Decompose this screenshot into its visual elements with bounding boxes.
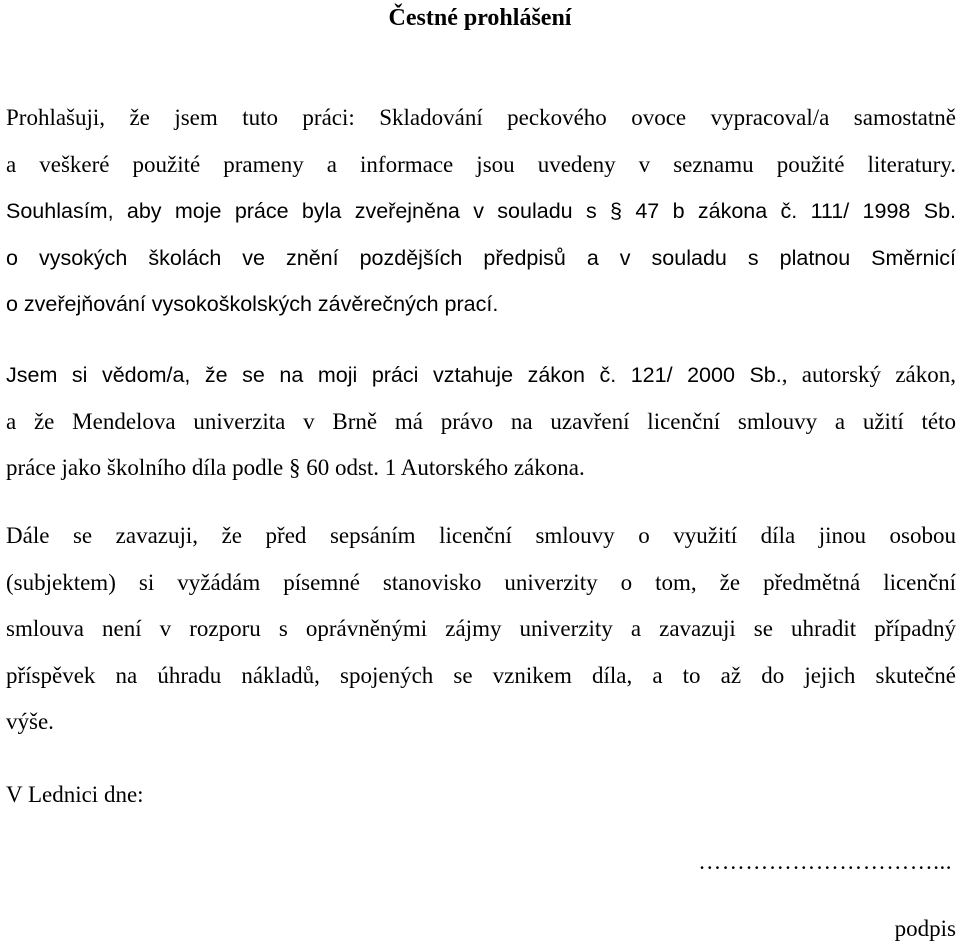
paragraph-line: a veškeré použité prameny a informace jsou uvedeny v seznamu použité literatury.: [6, 151, 956, 177]
paragraph-line: o vysokých školách ve znění pozdějších předpisů a v souladu s platnou Směrnicí: [6, 245, 956, 270]
declaration-paragraph-2: [6, 352, 956, 492]
paragraph-line: Prohlašuji, že jsem tuto práci: Skladování peckového ovoce vypracoval/a samostatně: [6, 105, 956, 130]
paragraph-line: a že Mendelova univerzita v Brně má právo na uzavření licenční smlouvy a užití této: [6, 408, 956, 434]
paragraph-line-part: , autorský zákon,: [781, 362, 956, 387]
paragraph-line: práce jako školního díla podle § 60 odst. 1 Autorského zákona.: [6, 455, 585, 480]
paragraph-line: o zveřejňování vysokoškolských závěrečných prací.: [6, 292, 499, 316]
document-title: Čestné prohlášení: [388, 5, 572, 31]
declaration-paragraph-1: [6, 95, 956, 328]
paragraph-line: smlouva není v rozporu s oprávněnými zájmy univerzity a zavazuji se uhradit případný: [6, 616, 956, 641]
paragraph-line-part: Jsem si vědom/a, že se na moji práci vztahuje zákon č. 121/ 2000 Sb.: [6, 363, 782, 387]
paragraph-line: Souhlasím, aby moje práce byla zveřejněna v souladu s § 47 b zákona č. 111/ 1998 Sb.: [6, 199, 956, 223]
paragraph-line: příspěvek na úhradu nákladů, spojených se vznikem díla, a to až do jejich skutečné: [6, 662, 956, 688]
paragraph-line: Dále se zavazuji, že před sepsáním licenční smlouvy o využití díla jinou osobou: [6, 523, 956, 548]
paragraph-line: [6, 352, 956, 399]
paragraph-line: (subjektem) si vyžádám písemné stanovisko univerzity o tom, že předmětná licenční: [6, 569, 956, 595]
place-date-label: V Lednici dne:: [6, 782, 144, 807]
signature-line: …………………………...: [698, 849, 952, 874]
declaration-paragraph-3: [6, 513, 956, 746]
signature-label: podpis: [894, 916, 956, 941]
paragraph-line: výše.: [6, 709, 54, 734]
